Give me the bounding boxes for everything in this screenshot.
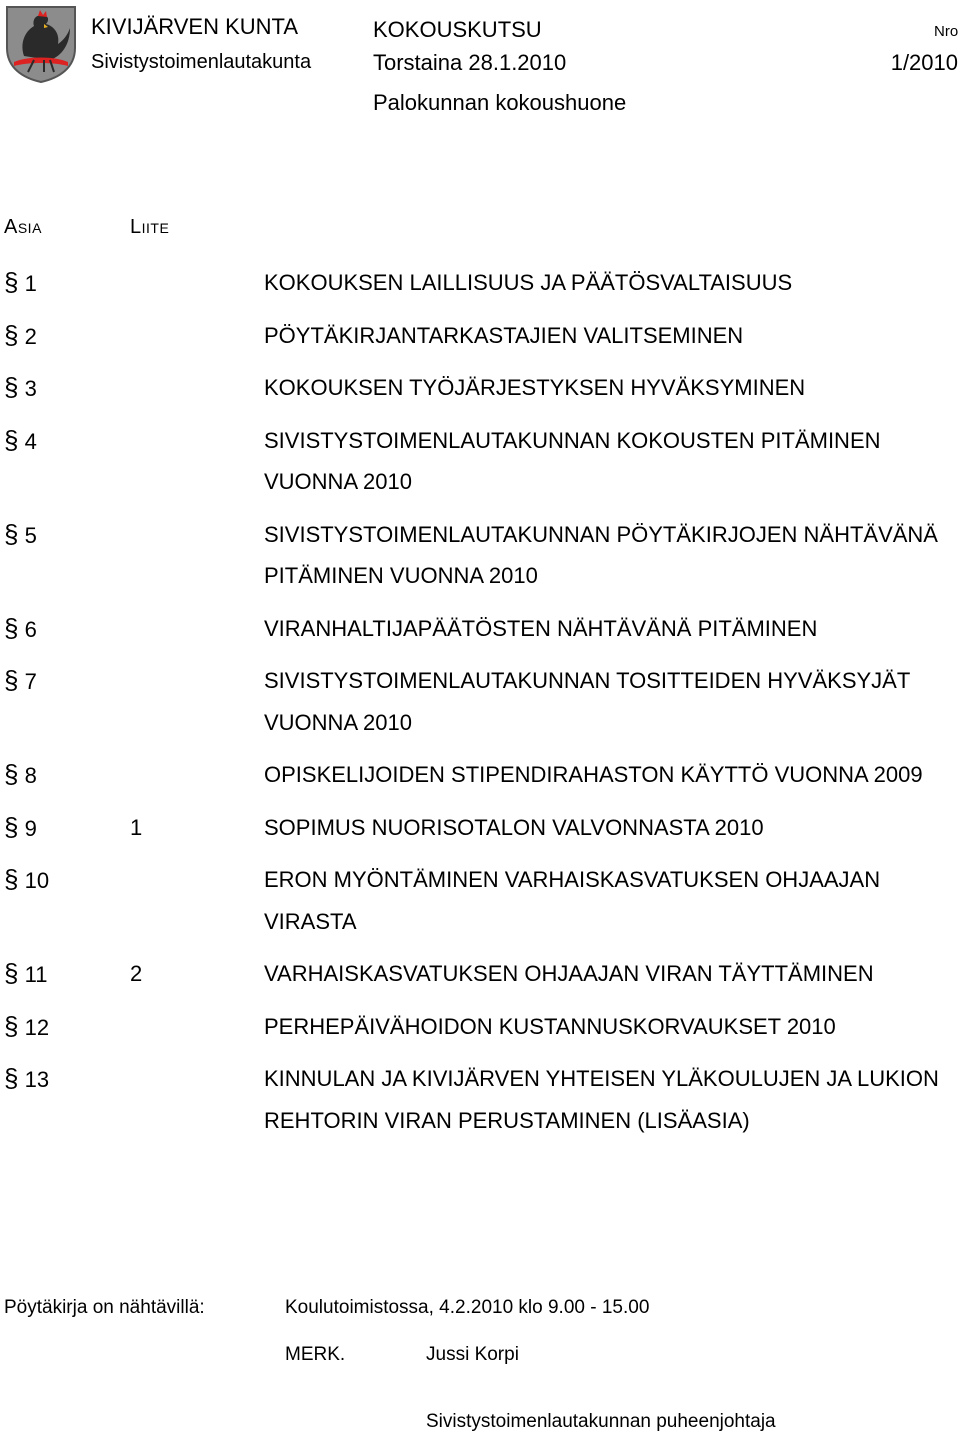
agenda-item-number: § 11 <box>4 958 48 988</box>
agenda-item-attachment: 1 <box>130 814 143 840</box>
municipality-name: KIVIJÄRVEN KUNTA <box>91 14 299 39</box>
agenda-item-title: KOKOUKSEN LAILLISUUS JA PÄÄTÖSVALTAISUUS <box>264 270 793 295</box>
agenda-item-number: § 5 <box>4 518 37 549</box>
number-label: Nro <box>934 23 959 40</box>
agenda-item-number: § 9 <box>4 811 37 842</box>
agenda-list <box>0 262 960 1152</box>
agenda-item-title: VIRANHALTIJAPÄÄTÖSTEN NÄHTÄVÄNÄ PITÄMINEN <box>264 615 818 641</box>
agenda-item-number: § 1 <box>4 267 37 297</box>
agenda-item <box>0 1006 960 1059</box>
section-sign-icon: § <box>4 267 19 297</box>
agenda-item-number: § 2 <box>4 319 37 350</box>
agenda-item <box>0 367 960 420</box>
agenda-item-title: PERHEPÄIVÄHOIDON KUSTANNUSKORVAUKSET 2010 <box>264 1013 836 1039</box>
agenda-item <box>0 953 960 1006</box>
signer-name: Jussi Korpi <box>426 1344 519 1365</box>
availability-label: Pöytäkirja on nähtävillä: <box>4 1297 205 1318</box>
agenda-item-number: § 10 <box>4 864 50 894</box>
agenda-item-title: KINNULAN JA KIVIJÄRVEN YHTEISEN YLÄKOULUJEN JA LUKION REHTORIN VIRAN PERUSTAMINEN (LISÄASIA) <box>264 1066 939 1133</box>
section-sign-icon: § <box>4 319 19 350</box>
agenda-item-attachment: 2 <box>130 961 143 986</box>
agenda-item-title: KOKOUKSEN TYÖJÄRJESTYKSEN HYVÄKSYMINEN <box>264 375 806 400</box>
section-sign-icon: § <box>4 958 19 988</box>
column-header-asia: ASIA <box>4 216 42 238</box>
merk-label: MERK. <box>285 1344 346 1365</box>
section-sign-icon: § <box>4 811 19 842</box>
agenda-item-number: § 4 <box>4 424 37 455</box>
agenda-item-title: ERON MYÖNTÄMINEN VARHAISKASVATUKSEN OHJAAJAN VIRASTA <box>264 867 881 934</box>
meeting-place: Palokunnan kokoushuone <box>373 90 627 115</box>
agenda-item <box>0 315 960 368</box>
section-sign-icon: § <box>4 759 19 789</box>
section-sign-icon: § <box>4 1010 19 1041</box>
agenda-item-title: VARHAISKASVATUKSEN OHJAAJAN VIRAN TÄYTTÄMINEN <box>264 961 874 986</box>
agenda-item <box>0 1058 960 1152</box>
agenda-item-number: § 3 <box>4 372 37 402</box>
municipality-coat-of-arms <box>4 4 78 84</box>
agenda-item-title: SIVISTYSTOIMENLAUTAKUNNAN TOSITTEIDEN HYVÄKSYJÄT VUONNA 2010 <box>264 668 910 735</box>
agenda-item-number: § 13 <box>4 1063 50 1093</box>
agenda-item-title: SIVISTYSTOIMENLAUTAKUNNAN PÖYTÄKIRJOJEN NÄHTÄVÄNÄ PITÄMINEN VUONNA 2010 <box>264 521 938 588</box>
department-name: Sivistystoimenlautakunta <box>91 51 312 73</box>
agenda-item-title: SIVISTYSTOIMENLAUTAKUNNAN KOKOUSTEN PITÄMINEN VUONNA 2010 <box>264 427 881 494</box>
agenda-item <box>0 660 960 754</box>
column-header-liite: LIITE <box>130 216 170 238</box>
agenda-item-title: PÖYTÄKIRJANTARKASTAJIEN VALITSEMINEN <box>264 322 744 348</box>
section-sign-icon: § <box>4 518 19 549</box>
section-sign-icon: § <box>4 864 19 894</box>
agenda-item <box>0 420 960 514</box>
section-sign-icon: § <box>4 372 19 402</box>
section-sign-icon: § <box>4 424 19 455</box>
agenda-item <box>0 514 960 608</box>
availability-info: Koulutoimistossa, 4.2.2010 klo 9.00 - 15.00 <box>285 1297 650 1318</box>
signer-role: Sivistystoimenlautakunnan puheenjohtaja <box>426 1411 776 1432</box>
agenda-item-number: § 6 <box>4 612 37 643</box>
agenda-item <box>0 859 960 953</box>
agenda-item <box>0 262 960 315</box>
section-sign-icon: § <box>4 665 19 695</box>
document-number: 1/2010 <box>890 50 958 75</box>
meeting-date: Torstaina 28.1.2010 <box>373 50 567 75</box>
agenda-item <box>0 754 960 807</box>
document-type: KOKOUSKUTSU <box>373 17 542 42</box>
agenda-item-number: § 7 <box>4 665 37 695</box>
agenda-item <box>0 807 960 860</box>
agenda-item-number: § 8 <box>4 759 37 789</box>
agenda-item-number: § 12 <box>4 1010 50 1041</box>
section-sign-icon: § <box>4 1063 19 1093</box>
agenda-item-title: OPISKELIJOIDEN STIPENDIRAHASTON KÄYTTÖ VUONNA 2009 <box>264 762 923 787</box>
agenda-item <box>0 608 960 661</box>
agenda-item-title: SOPIMUS NUORISOTALON VALVONNASTA 2010 <box>264 814 764 840</box>
section-sign-icon: § <box>4 612 19 643</box>
